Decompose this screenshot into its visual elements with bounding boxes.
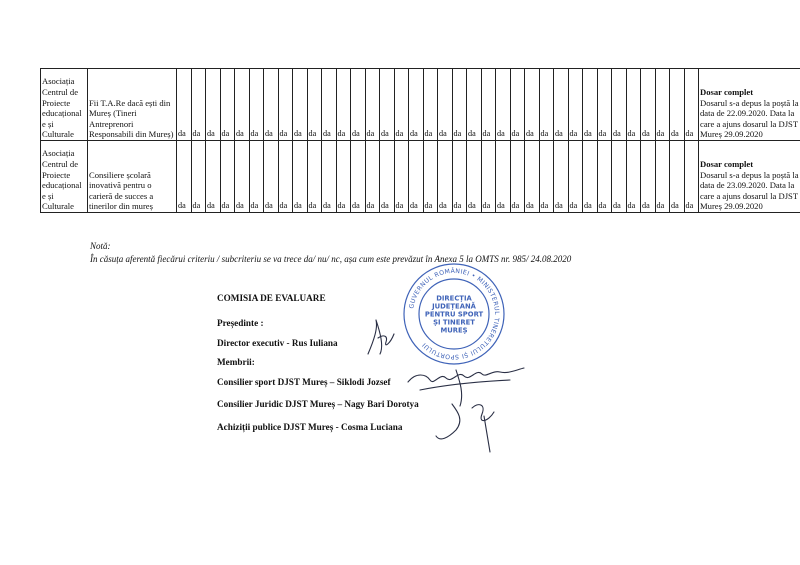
criterion-mark: da [293,141,308,213]
criterion-mark: da [365,141,380,213]
criterion-mark: da [510,69,525,141]
criterion-mark: da [351,141,366,213]
criterion-mark: da [496,69,511,141]
project-cell: Fii T.A.Re dacă ești din Mureș (Tineri Antreprenori Responsabili din Mureș) [88,69,177,141]
criterion-mark: da [539,69,554,141]
criterion-mark: da [670,69,685,141]
criterion-mark: da [336,141,351,213]
members-label: Membrii: [217,357,255,367]
status-text: Dosarul s-a depus la poștă la data de 22.09.2020. Data la care a ajuns dosarul la DJST Mureș 29.09.2020 [700,97,799,140]
criterion-mark: da [423,141,438,213]
criterion-mark: da [394,69,409,141]
member-name: Consilier Juridic DJST Mureș – Nagy Bari Dorotya [217,399,419,409]
criterion-mark: da [191,141,206,213]
criterion-mark: da [177,141,192,213]
criterion-mark: da [597,69,612,141]
status-cell [699,69,800,141]
table-row [41,141,800,213]
criterion-mark: da [684,69,699,141]
criterion-mark: da [438,69,453,141]
table-row [41,69,800,141]
commission-title: COMISIA DE EVALUARE [217,293,326,303]
criterion-mark: da [191,69,206,141]
project-cell: Consiliere școlară inovativă pentru o carieră de succes a tinerilor din mureș [88,141,177,213]
criterion-mark: da [380,69,395,141]
member-name: Achiziții publice DJST Mureș - Cosma Luciana [217,422,403,432]
criterion-mark: da [249,69,264,141]
criterion-mark: da [206,69,221,141]
status-heading: Dosar complet [700,87,754,98]
president-name: Director executiv - Rus Iuliana [217,338,338,348]
criterion-mark: da [322,141,337,213]
criterion-mark: da [220,141,235,213]
criterion-mark: da [264,141,279,213]
criterion-mark: da [409,69,424,141]
criterion-mark: da [525,69,540,141]
criterion-mark: da [467,141,482,213]
criterion-mark: da [380,141,395,213]
note-title: Notă: [90,241,111,251]
stamp-line: MUREȘ [440,326,468,335]
criterion-mark: da [394,141,409,213]
criterion-mark: da [510,141,525,213]
member-name: Consilier sport DJST Mureș – Siklodi Jozsef [217,377,391,387]
stamp-line: PENTRU SPORT [424,310,484,319]
organization-cell: Asociația Centrul de Proiecte educațional e și Culturale [41,141,88,213]
criterion-mark: da [249,141,264,213]
criterion-mark: da [177,69,192,141]
status-text: Dosarul s-a depus la poștă la data de 23.09.2020. Data la care a ajuns dosarul la DJST Mureș 29.09.2020 [700,169,799,212]
stamp-line: ȘI TINERET [433,318,475,327]
status-heading: Dosar complet [700,159,754,170]
criterion-mark: da [641,69,656,141]
criterion-mark: da [655,141,670,213]
criterion-mark: da [423,69,438,141]
criterion-mark: da [568,141,583,213]
criterion-mark: da [554,141,569,213]
criterion-mark: da [684,141,699,213]
criterion-mark: da [626,141,641,213]
criterion-mark: da [264,69,279,141]
note-text: În căsuța aferentă fiecărui criteriu / subcriteriu se va trece da/ nu/ nc, așa cum este prevăzut în Anexa 5 la OMTS nr. 985/ 24.08.2020 [90,254,572,264]
criterion-mark: da [235,69,250,141]
criterion-mark: da [481,69,496,141]
criterion-mark: da [641,141,656,213]
stamp-line: DIRECȚIA [436,294,472,303]
criterion-mark: da [336,69,351,141]
president-label: Președinte : [217,318,264,328]
criterion-mark: da [467,69,482,141]
criterion-mark: da [278,141,293,213]
criterion-mark: da [554,69,569,141]
criterion-mark: da [409,141,424,213]
criterion-mark: da [539,141,554,213]
criterion-mark: da [235,141,250,213]
criterion-mark: da [496,141,511,213]
criterion-mark: da [351,69,366,141]
criterion-mark: da [278,69,293,141]
stamp-line: JUDEȚEANĂ [432,302,476,311]
criterion-mark: da [206,141,221,213]
criterion-mark: da [525,141,540,213]
criterion-mark: da [307,69,322,141]
criterion-mark: da [612,141,627,213]
organization-cell: Asociația Centrul de Proiecte educațional e și Culturale [41,69,88,141]
criterion-mark: da [655,69,670,141]
criterion-mark: da [568,69,583,141]
criterion-mark: da [626,69,641,141]
handwritten-signatures-icon [360,312,540,462]
criterion-mark: da [220,69,235,141]
criterion-mark: da [583,69,598,141]
criterion-mark: da [452,141,467,213]
criterion-mark: da [322,69,337,141]
criterion-mark: da [481,141,496,213]
criterion-mark: da [293,69,308,141]
criterion-mark: da [670,141,685,213]
criterion-mark: da [365,69,380,141]
criterion-mark: da [597,141,612,213]
status-cell [699,141,800,213]
evaluation-table [40,68,800,213]
criterion-mark: da [307,141,322,213]
criterion-mark: da [438,141,453,213]
criterion-mark: da [452,69,467,141]
svg-text:GUVERNUL ROMÂNIEI • MINISTERUL: GUVERNUL ROMÂNIEI • MINISTERUL TINERETULUI ȘI SPORTULUI [408,267,501,361]
criterion-mark: da [583,141,598,213]
criterion-mark: da [612,69,627,141]
